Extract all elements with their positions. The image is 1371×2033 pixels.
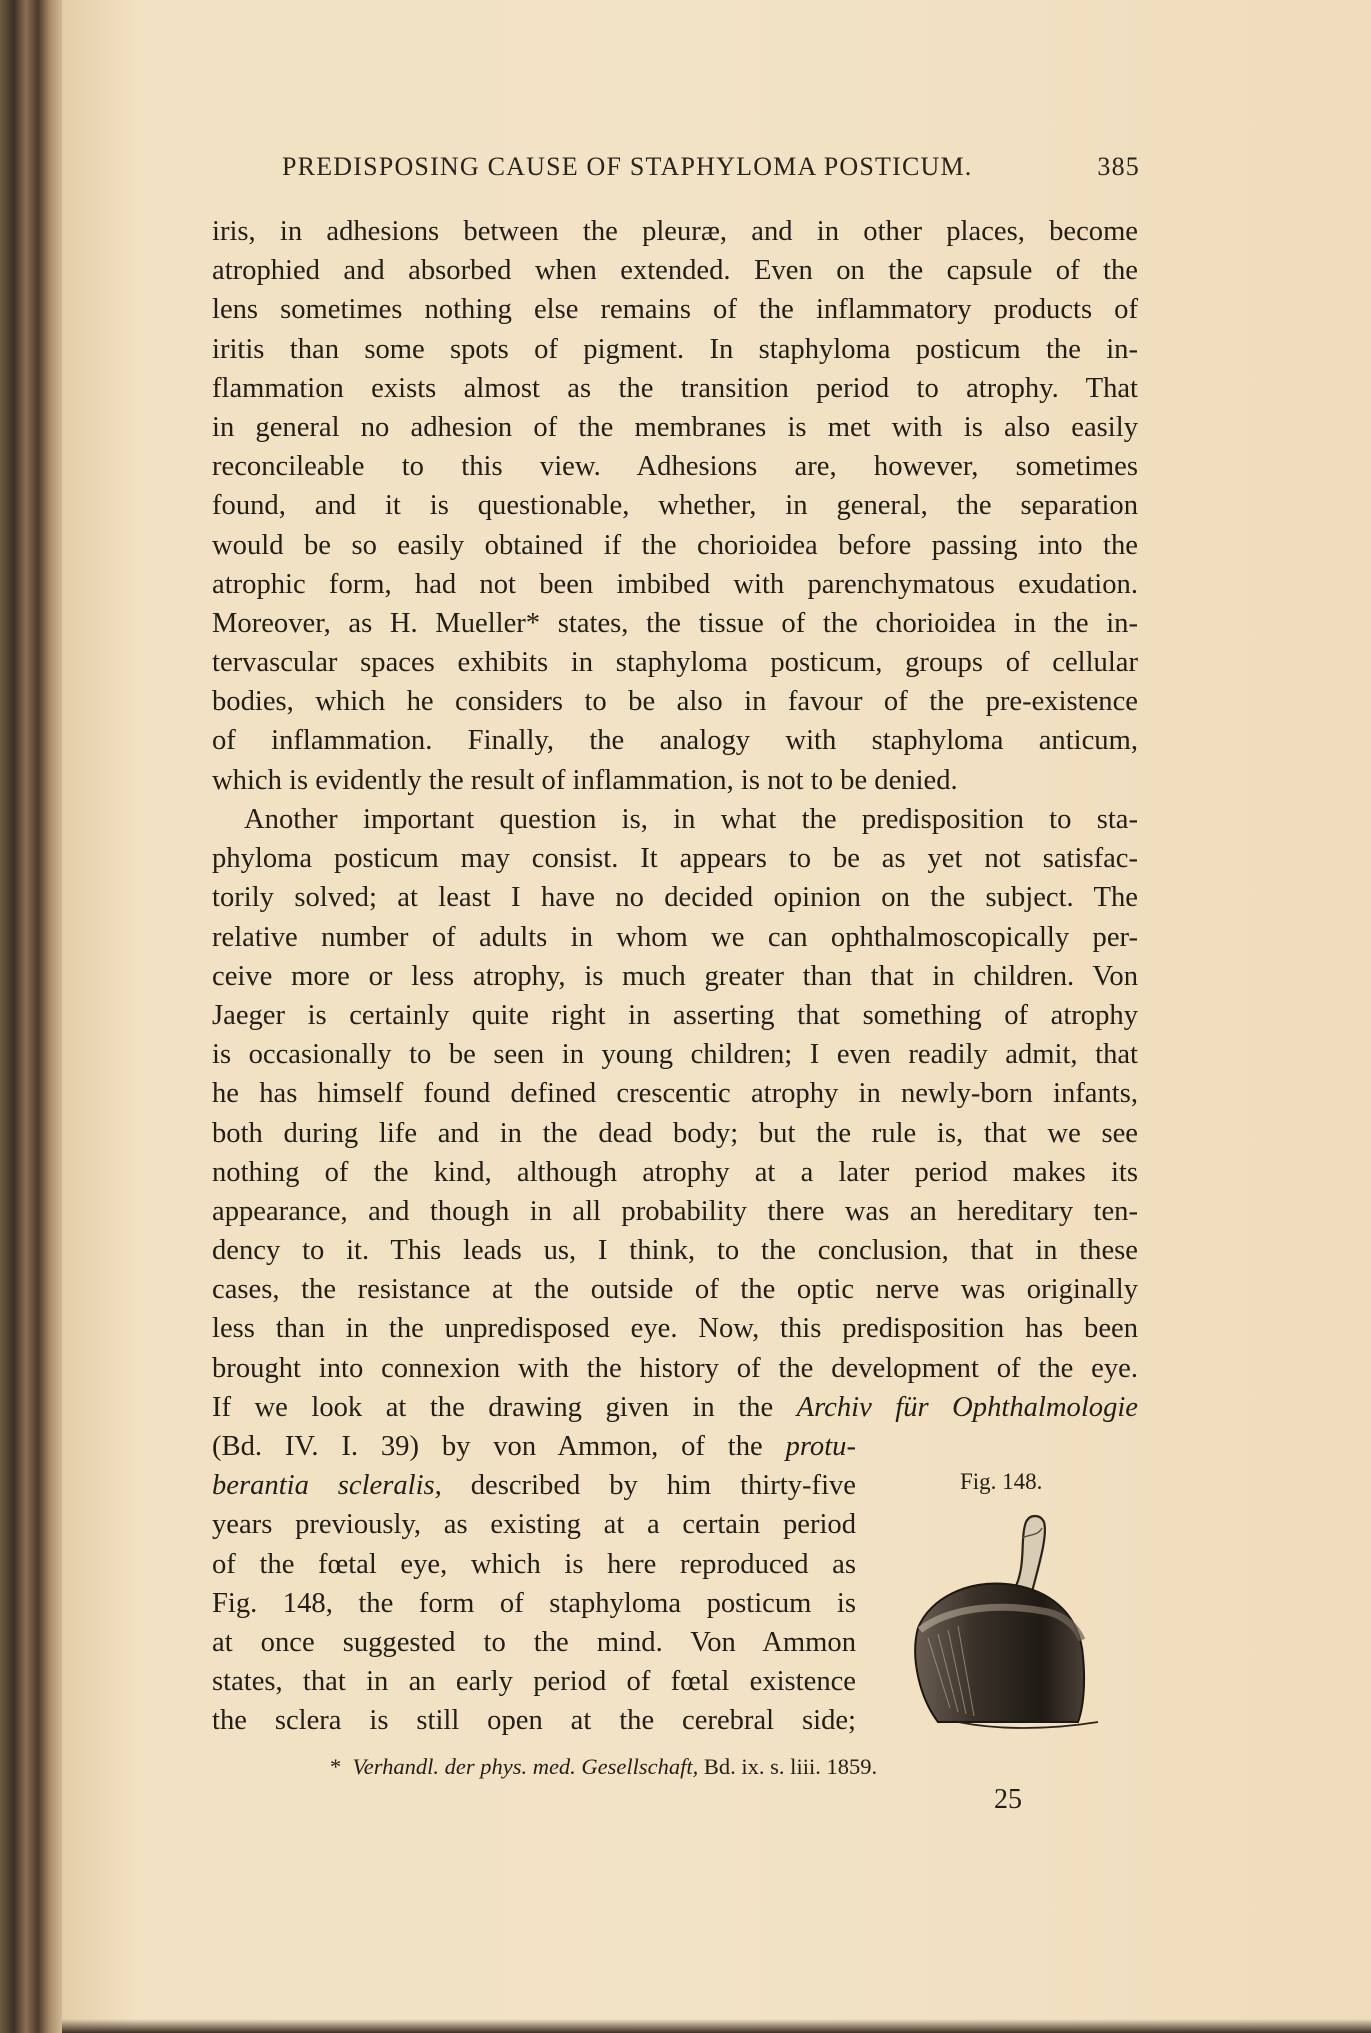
text-line: at once suggested to the mind. Von Ammon xyxy=(212,1626,856,1658)
footnote xyxy=(330,1754,877,1780)
fetal-eye-illustration xyxy=(898,1508,1104,1734)
text-line: in general no adhesion of the membranes is met with is also easily xyxy=(212,411,1138,443)
journal-title-italic: Archiv für Ophthalmologie xyxy=(796,1391,1138,1423)
text-line: Moreover, as H. Mueller* states, the tissue of the chorioidea in the in- xyxy=(212,607,1138,639)
text-line xyxy=(212,1388,1138,1427)
text-line: cases, the resistance at the outside of the optic nerve was originally xyxy=(212,1274,1138,1306)
text-line: states, that in an early period of fœtal existence xyxy=(212,1666,856,1698)
text-line: years previously, as existing at a certain period xyxy=(212,1509,856,1541)
text-line: iritis than some spots of pigment. In staphyloma posticum the in- xyxy=(212,333,1138,365)
text-line: less than in the unpredisposed eye. Now, this predisposition has been xyxy=(212,1313,1138,1345)
text-line: ceive more or less atrophy, is much greater than that in children. Von xyxy=(212,960,1138,992)
page-bottom-edge xyxy=(62,2019,1371,2033)
text-line: reconcileable to this view. Adhesions are, however, sometimes xyxy=(212,451,1138,483)
text-line: Another important question is, in what the predisposition to sta- xyxy=(244,804,1138,835)
text-line: he has himself found defined crescentic atrophy in newly-born infants, xyxy=(212,1078,1138,1110)
text-italic: berantia scleralis, xyxy=(212,1470,442,1502)
text-line: brought into connexion with the history of the development of the eye. xyxy=(212,1352,1138,1384)
text-line: Fig. 148, the form of staphyloma posticum is xyxy=(212,1587,856,1619)
figure-label: Fig. 148. xyxy=(960,1469,1043,1494)
text-fragment: described by him thirty-five xyxy=(470,1470,856,1502)
text-italic: protu- xyxy=(785,1431,856,1462)
text-line: of inflammation. Finally, the analogy with staphyloma anticum, xyxy=(212,725,1138,757)
text-line: found, and it is questionable, whether, in general, the separation xyxy=(212,490,1138,522)
text-line: atrophic form, had not been imbibed with parenchymatous exudation. xyxy=(212,568,1138,600)
text-line xyxy=(212,1466,856,1505)
text-line: flammation exists almost as the transition period to atrophy. That xyxy=(212,372,1138,404)
text-line: nothing of the kind, although atrophy at a later period makes its xyxy=(212,1156,1138,1188)
footnote-citation-italic: Verhandl. der phys. med. Gesellschaft, xyxy=(352,1754,699,1779)
footnote-citation: Bd. ix. s. liii. 1859. xyxy=(703,1754,878,1779)
page-number: 385 xyxy=(1097,152,1140,181)
text-line: would be so easily obtained if the chorioidea before passing into the xyxy=(212,529,1138,561)
text-line: appearance, and though in all probability there was an hereditary ten- xyxy=(212,1195,1138,1227)
text-line xyxy=(212,1427,856,1466)
text-fragment: If we look at the drawing given in the xyxy=(212,1391,774,1423)
text-line: atrophied and absorbed when extended. Even on the capsule of the xyxy=(212,255,1138,287)
text-line: lens sometimes nothing else remains of the inflammatory products of xyxy=(212,294,1138,326)
text-fragment: (Bd. IV. I. 39) by von Ammon, of the xyxy=(212,1431,763,1462)
text-line: both during life and in the dead body; but the rule is, that we see xyxy=(212,1117,1138,1149)
text-line: the sclera is still open at the cerebral side; xyxy=(212,1705,856,1737)
paragraph-1 xyxy=(212,212,1138,800)
footnote-marker: * xyxy=(330,1754,342,1779)
text-line: torily solved; at least I have no decided opinion on the subject. The xyxy=(212,882,1138,914)
text-line: dency to it. This leads us, I think, to the conclusion, that in these xyxy=(212,1235,1138,1267)
paragraph-2 xyxy=(212,800,1138,1427)
text-line: iris, in adhesions between the pleuræ, and in other places, become xyxy=(212,216,1138,247)
text-line: which is evidently the result of inflammation, is not to be denied. xyxy=(212,764,958,796)
text-line: tervascular spaces exhibits in staphyloma posticum, groups of cellular xyxy=(212,647,1138,679)
text-line: of the fœtal eye, which is here reproduced as xyxy=(212,1548,856,1580)
signature-mark: 25 xyxy=(994,1784,1022,1815)
text-line: is occasionally to be seen in young children; I even readily admit, that xyxy=(212,1039,1138,1071)
text-line: Jaeger is certainly quite right in asserting that something of atrophy xyxy=(212,999,1138,1031)
text-line: relative number of adults in whom we can ophthalmoscopically per- xyxy=(212,921,1138,953)
text-line: phyloma posticum may consist. It appears to be as yet not satisfac- xyxy=(212,843,1138,875)
running-head xyxy=(282,152,1140,182)
book-binding xyxy=(0,0,62,2033)
text-line: bodies, which he considers to be also in favour of the pre-existence xyxy=(212,686,1138,718)
running-head-title: PREDISPOSING CAUSE OF STAPHYLOMA POSTICUM. xyxy=(282,152,973,181)
paragraph-2-wrapped-column xyxy=(212,1427,856,1741)
